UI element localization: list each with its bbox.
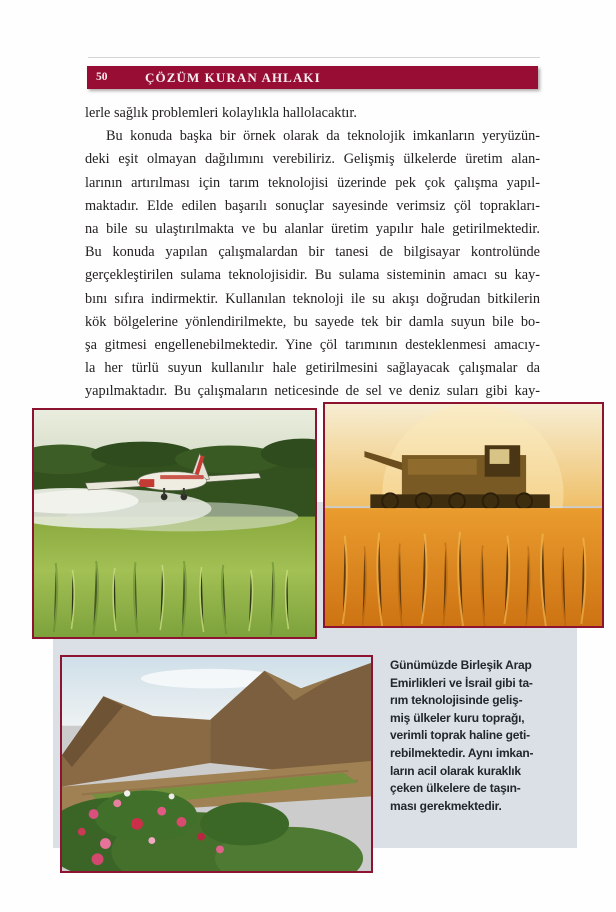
page-number: 50: [96, 71, 108, 83]
caption-line: verimli toprak haline geti-: [390, 728, 530, 743]
caption-line: Günümüzde Birleşik Arap: [390, 658, 532, 672]
body-line: şa gitmesi engellenebilmektedir. Yine çöl tarımının desteklenmesi amacıy-: [85, 336, 540, 353]
page-header-bar: [87, 66, 538, 89]
caption-line: miş ülkeler kuru toprağı,: [390, 710, 525, 725]
caption-line: rebilmektedir. Aynı imkan-: [390, 745, 534, 760]
chapter-title: ÇÖZÜM KURAN AHLAKI: [145, 70, 321, 85]
body-line: deki eşit olmayan dağılımını verebiliriz. Gelişmiş ülkelerde üretim alan-: [85, 151, 540, 168]
body-line: na bile su ulaştırılmakta ve bu alanlar üretim yapılır hale getirilmektedir.: [85, 220, 540, 237]
body-line: yapılmaktadır. Bu çalışmaların neticesinde de sel ve deniz suları gibi kay-: [85, 383, 541, 400]
photo-caption: [390, 657, 576, 815]
caption-line: rım teknolojisinde geliş-: [390, 693, 523, 708]
body-line: Bu konuda başka bir örnek olarak da teknolojik imkanların yeryüzün-: [106, 128, 541, 145]
photo-poppy-field: [60, 655, 373, 873]
body-line: kök bölgelerine yönlendirilmekte, bu sayede tek bir damla suyun bile bo-: [85, 313, 540, 330]
caption-line: Emirlikleri ve İsrail gibi ta-: [390, 675, 533, 690]
harvester-photo-graphic: [325, 404, 602, 626]
body-line: gerçekleştirilen sulama teknolojisidir. Bu sulama sisteminin amacı su kay-: [85, 267, 541, 284]
body-line: larının artırılması için tarım teknolojisi üzerinde pek çok çalışma yapıl-: [85, 174, 540, 191]
caption-line: ların acil olarak kuraklık: [390, 763, 521, 778]
body-line: Bu konuda yapılan çalışmalardan bir tanesi de bilgisayar kontrolünde: [85, 244, 541, 261]
body-line: lerle sağlık problemleri kolaylıkla hallolacaktır.: [85, 105, 357, 121]
header-rule: [88, 57, 540, 58]
photo-crop-duster: [32, 408, 317, 639]
caption-line: ması gerekmektedir.: [390, 798, 502, 813]
body-text: [85, 102, 540, 403]
photo-harvester: [323, 402, 604, 628]
poppy-photo-graphic: [62, 657, 371, 871]
body-line: la her türlü suyun kullanılır hale getirilmesini sağlayacak çalışmalar da: [85, 360, 541, 377]
body-line: maktadır. Elde edilen başarılı sonuçlar sayesinde verimsiz çöl toprakları-: [85, 197, 541, 214]
body-line: bını sıfıra indirmektir. Kullanılan teknoloji ile su akışı doğrudan bitkilerin: [85, 290, 540, 307]
caption-line: çeken ülkelere de taşın-: [390, 781, 521, 796]
crop-duster-photo-graphic: [34, 410, 315, 637]
